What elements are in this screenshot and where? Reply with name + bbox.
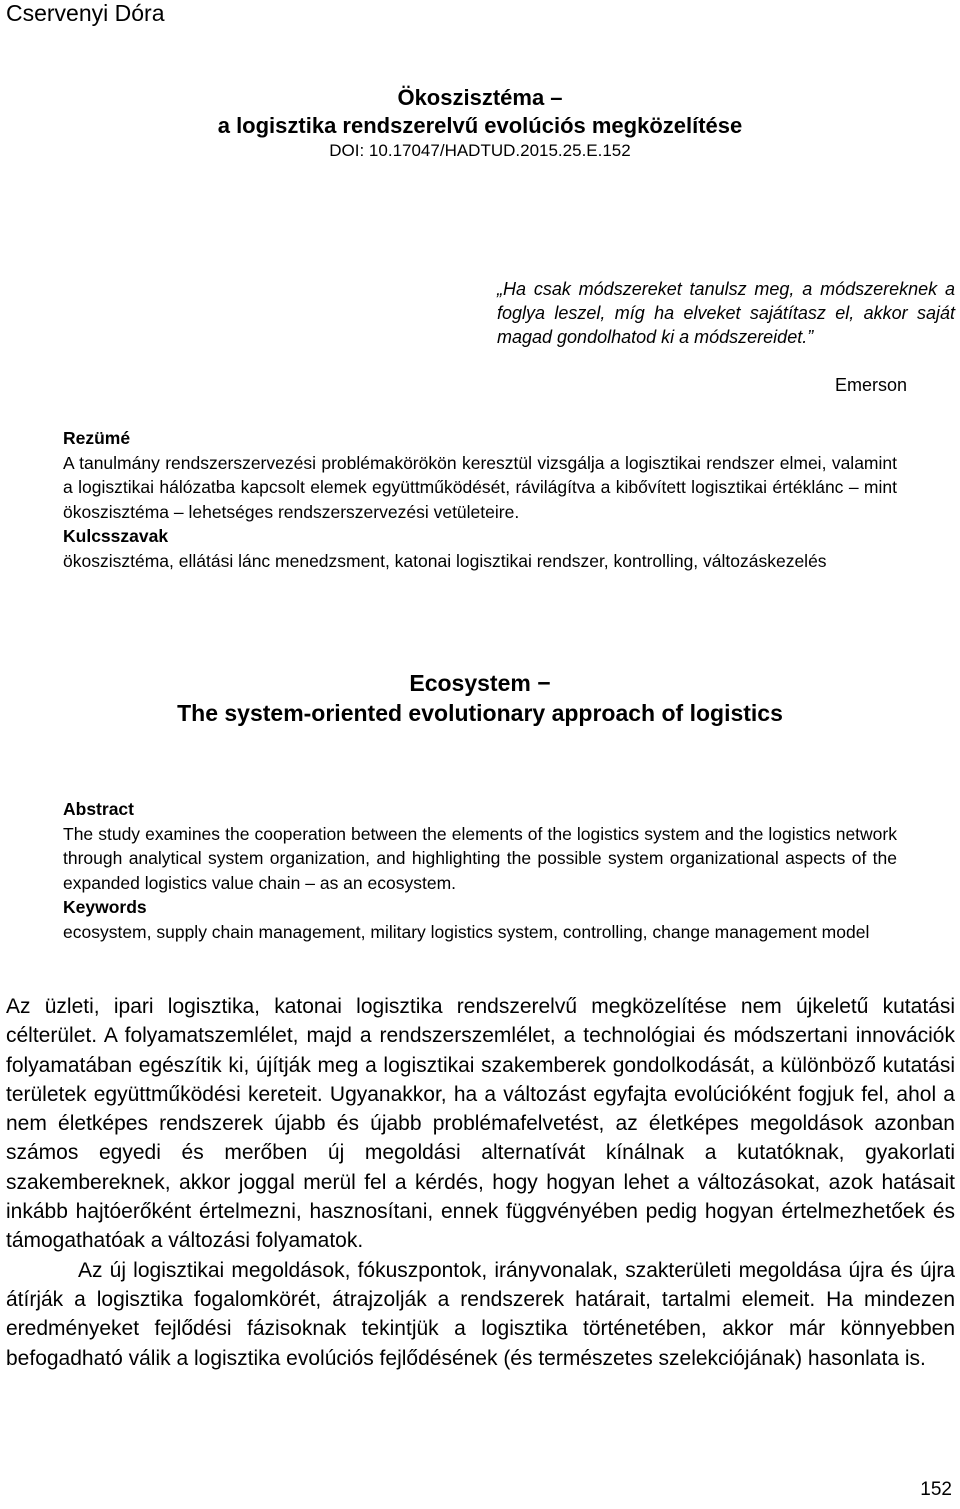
body-paragraph-1: Az üzleti, ipari logisztika, katonai logisztika rendszerelvű megközelítése nem újkeletű kutatási célterület. A folyamatszemlélet, majd a rendszerszemlélet, a technológiai és módszertani innovációk folyamatában egészítik ki, újítják meg a logisztikai szakemberek gondolkodását, a különböző kutatási területek együttműködési kereteit. Ugyanakkor, ha a változást egyfajta evolúcióként fogjuk fel, ahol a nem életképes rendszerek újabb és újabb problémafelvetést, az életképes megoldások azonban számos egyedi és merőben új megoldási alternatívát kínálnak a kutatóknak, gyakorlati szakembereknek, akkor joggal merül fel a kérdés, hogy hogyan lehet a változásokat, azok hatásait inkább hajtóerőként értelmezni, hasznosítani, ennek függvényében pedig hogyan értelmezhetőek és támogathatóak a változási folyamatok. xyxy=(6,995,955,1253)
body-paragraph-2: Az új logisztikai megoldások, fókuszpontok, irányvonalak, szakterületi megoldása újra és újra átírják a logisztika fogalomkörét, átrajzolják a rendszerek határait, tartalmi elemeit. Ha mindezen eredményeket fejlődési fázisoknak tekintjük a logisztika történetében, akkor már könnyebben befogadható válik a logisztika evolúciós fejlődésének (és természetes szelekciójának) hasonlata is. xyxy=(6,1258,955,1370)
keywords-text: ecosystem, supply chain management, military logistics system, controlling, change management model xyxy=(63,921,870,942)
doi: DOI: 10.17047/HADTUD.2015.25.E.152 xyxy=(329,141,631,160)
motto-author: Emerson xyxy=(834,375,907,395)
title-line-1: Ökoszisztéma – xyxy=(397,85,563,110)
english-title xyxy=(0,668,960,728)
english-abstract xyxy=(63,797,897,944)
motto-quote: „Ha csak módszereket tanulsz meg, a módszereknek a foglya leszel, míg ha elveket sajátítasz el, akkor saját magad gondolhatod ki a módszereidet.” xyxy=(497,279,955,347)
body-text xyxy=(6,992,955,1373)
kulcsszavak-text: ökoszisztéma, ellátási lánc menedzsment, katonai logisztikai rendszer, kontrolling, változáskezelés xyxy=(63,550,827,571)
hungarian-abstract xyxy=(63,426,897,573)
abstract-text: The study examines the cooperation between the elements of the logistics system and the logistics network through analytical system organization, and highlighting the possible system organizational aspects of the expanded logistics value chain – as an ecosystem. xyxy=(63,823,897,893)
title-block xyxy=(0,84,960,162)
keywords-heading: Keywords xyxy=(63,897,147,917)
abstract-heading: Abstract xyxy=(63,799,134,819)
kulcsszavak-heading: Kulcsszavak xyxy=(63,526,169,546)
author-name: Cservenyi Dóra xyxy=(6,0,165,26)
rezume-heading: Rezümé xyxy=(63,428,131,448)
rezume-text: A tanulmány rendszerszervezési problémakörökön keresztül vizsgálja a logisztikai rendszer elmei, valamint a logisztikai hálózatba kapcsolt elemek együttműködését, rávilágítva a kibővített logisztikai értéklánc – mint ökoszisztéma – lehetséges rendszerszervezési vetületeire. xyxy=(63,452,897,522)
english-title-line-1: Ecosystem − xyxy=(409,670,551,696)
page-number: 152 xyxy=(920,1479,952,1500)
english-title-line-2: The system-oriented evolutionary approach of logistics xyxy=(177,700,783,726)
title-line-2: a logisztika rendszerelvű evolúciós megközelítése xyxy=(217,113,743,138)
